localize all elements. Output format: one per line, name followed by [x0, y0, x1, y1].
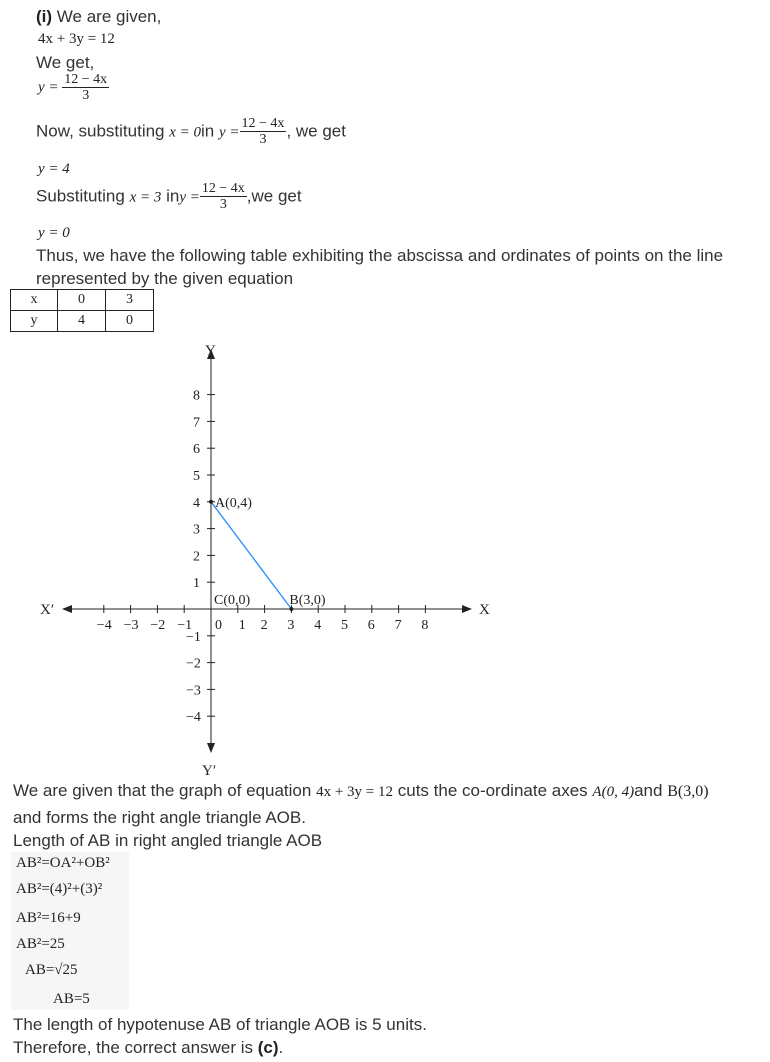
conclusion-2 [13, 1037, 283, 1058]
sub1-fraction-den: 3 [259, 132, 267, 148]
y-tick-label: −1 [186, 629, 201, 645]
sub2-fraction-den: 3 [219, 197, 227, 213]
point-label: B(3,0) [289, 593, 326, 608]
step-2: AB²=(4)²+(3)² [16, 881, 103, 897]
x-tick-label: −2 [150, 618, 166, 633]
y-axis-label: Y [205, 343, 216, 359]
part-label: (i) [36, 7, 53, 26]
given-text: We are given, [56, 7, 162, 26]
x-tick-label: −1 [177, 618, 193, 633]
sub2-result: y = 0 [38, 225, 70, 241]
y-tick-label: −2 [186, 656, 201, 672]
x-tick-label: 0 [215, 618, 222, 633]
table-cell: 0 [58, 290, 106, 311]
step-4: AB²=25 [16, 936, 65, 952]
sub2-ylhs: y = [179, 189, 200, 206]
thus-line-1: Thus, we have the following table exhibiting the abscissa and ordinates of points on the line [36, 246, 724, 265]
para1-pre: We are given that the graph of equation [13, 781, 312, 800]
fraction-num: 12 − 4x [64, 72, 108, 87]
y-tick-label: 6 [193, 442, 200, 458]
x-tick-label: −4 [96, 618, 112, 633]
step-1: AB²=OA²+OB² [16, 855, 110, 871]
sub2-in: in [166, 186, 180, 206]
x-tick-label: 7 [394, 618, 402, 633]
x-axis-label: X [479, 602, 490, 618]
para-1-line-2: and forms the right angle triangle AOB. [13, 808, 306, 827]
sub1-pre: Now, substituting [36, 121, 165, 141]
x-tick-label: 4 [314, 618, 322, 633]
sub1-ylhs: y = [219, 124, 240, 141]
conclusion-1: The length of hypotenuse AB of triangle AOB is 5 units. [13, 1015, 427, 1034]
fraction [62, 72, 109, 104]
step-5: AB=√25 [25, 962, 78, 978]
para1-point-b: B(3,0) [667, 783, 709, 800]
sub1-post: , we get [286, 121, 346, 141]
substitution-2 [36, 181, 302, 213]
table-cell: 3 [106, 290, 154, 311]
equation-1: 4x + 3y = 12 [38, 31, 115, 47]
table-row [11, 290, 154, 311]
y-fraction-eq [38, 72, 109, 104]
step-6: AB=5 [53, 991, 90, 1007]
xy-table [10, 289, 154, 332]
sub2-post: ,we get [246, 186, 302, 206]
y-lhs: y = [38, 79, 59, 96]
sub2-cond: x = 3 [129, 189, 162, 206]
sub1-result: y = 4 [38, 161, 70, 177]
length-line: Length of AB in right angled triangle AOB [13, 831, 323, 850]
table-cell: x [11, 290, 58, 311]
we-get-text: We get, [36, 53, 95, 72]
substitution-1 [36, 116, 346, 148]
sub2-pre: Substituting [36, 186, 125, 206]
x-tick-label: 1 [238, 618, 246, 633]
x-tick-label: 2 [260, 618, 268, 633]
x-tick-label: 5 [341, 618, 348, 633]
x-axis-arrow-left [62, 605, 72, 613]
math-steps-panel [11, 852, 129, 1010]
para1-point-a: A(0, 4) [592, 784, 635, 800]
conclusion-post: . [278, 1038, 284, 1057]
para-1 [13, 780, 709, 802]
para1-and: and [634, 781, 663, 800]
y-tick-label: 4 [193, 495, 200, 511]
y-tick-label: 5 [193, 469, 200, 484]
y-tick-label: 8 [193, 388, 200, 404]
point-marker [209, 500, 213, 504]
sub1-in: in [201, 121, 215, 141]
y-tick-label: −4 [186, 710, 201, 726]
para1-mid: cuts the co-ordinate axes [397, 781, 588, 800]
step-3: AB²=16+9 [16, 910, 81, 926]
x-tick-label: −3 [123, 618, 139, 633]
y-tick-label: 3 [193, 522, 200, 538]
y-tick-label: 7 [193, 415, 200, 431]
para1-eq: 4x + 3y = 12 [316, 784, 393, 800]
sub1-cond: x = 0 [169, 124, 202, 141]
y-tick-label: 1 [193, 576, 200, 592]
y-tick-label: 2 [193, 549, 200, 565]
table-cell: y [11, 311, 58, 332]
y-axis-arrow-down [207, 743, 215, 753]
sub1-fraction [240, 116, 287, 148]
answer-label: (c) [257, 1038, 279, 1057]
y-tick-label: −3 [186, 683, 201, 699]
sub1-fraction-num: 12 − 4x [241, 116, 285, 131]
table-cell: 0 [106, 311, 154, 332]
x-axis-arrow-right [462, 605, 472, 613]
fraction-den: 3 [82, 88, 90, 104]
y-neg-axis-label: Y′ [202, 763, 217, 779]
point-label: A(0,4) [215, 495, 252, 511]
x-tick-label: 8 [421, 618, 429, 633]
point-label: C(0,0) [214, 593, 251, 608]
coordinate-graph [0, 335, 770, 781]
sub2-fraction-num: 12 − 4x [201, 181, 245, 196]
table-row [11, 311, 154, 332]
x-tick-label: 3 [287, 618, 295, 633]
thus-line-2: represented by the given equation [36, 269, 294, 288]
sub2-fraction [200, 181, 247, 213]
x-neg-axis-label: X′ [40, 602, 55, 618]
conclusion-pre: Therefore, the correct answer is [13, 1038, 253, 1057]
intro-line [36, 6, 161, 27]
table-cell: 4 [58, 311, 106, 332]
x-tick-label: 6 [367, 618, 375, 633]
